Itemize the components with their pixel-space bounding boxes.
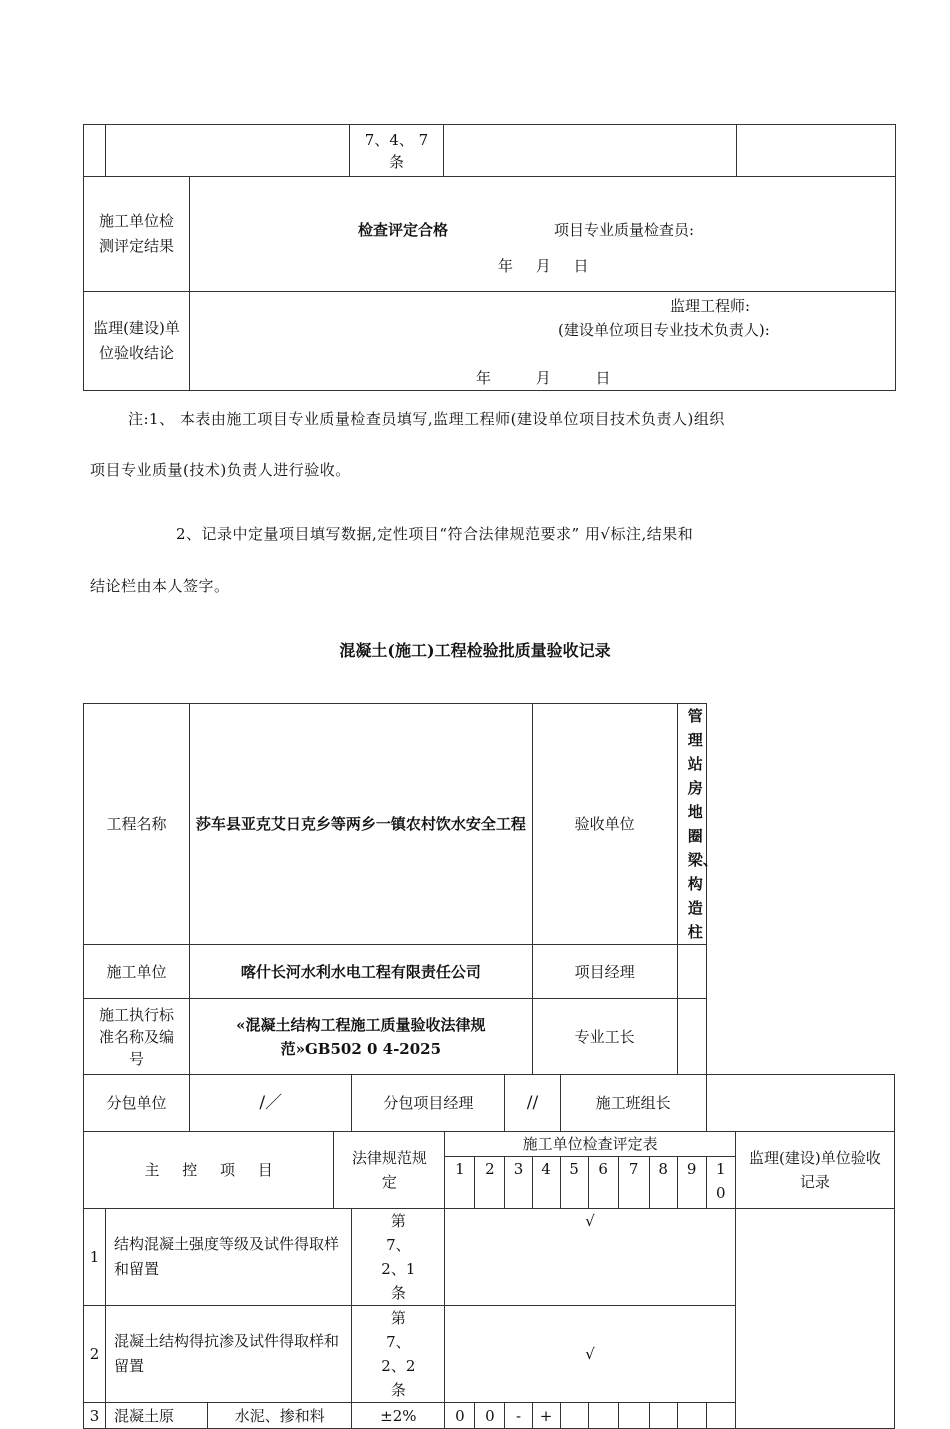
column-8-header: 8 (649, 1157, 677, 1209)
contractor: 喀什长河水利水电工程有限责任公司 (190, 945, 532, 999)
value-cell: + (532, 1403, 560, 1429)
column-5-header: 5 (560, 1157, 588, 1209)
value-cell (706, 1403, 735, 1429)
value-cell (588, 1403, 618, 1429)
foreman-label: 专业工长 (532, 999, 677, 1075)
column-2-header: 2 (475, 1157, 505, 1209)
standard-label: 施工执行标准名称及编号 (84, 999, 190, 1075)
supervision-engineer: 监理工程师: (670, 297, 751, 315)
sub-pm: // (505, 1075, 560, 1132)
project-name-label: 工程名称 (84, 704, 190, 945)
project-manager-label: 项目经理 (532, 945, 677, 999)
row-number: 3 (84, 1403, 106, 1429)
supervision-conclusion-cell (190, 292, 896, 391)
supervision-cell (737, 125, 896, 177)
team-leader (706, 1075, 894, 1132)
subcontractor: /／ (190, 1075, 352, 1132)
row-number: 1 (84, 1209, 106, 1306)
contractor-label: 施工单位 (84, 945, 190, 999)
supervision-date: 年 月 日 (476, 369, 611, 387)
self-eval-header: 施工单位检查评定表 (445, 1132, 735, 1157)
value-cell (560, 1403, 588, 1429)
row-item: 混凝土结构得抗渗及试件得取样和留置 (106, 1306, 352, 1403)
value-cell: 0 (475, 1403, 505, 1429)
self-check-inspector: 项目专业质量检查员: (554, 221, 695, 239)
row-number: 2 (84, 1306, 106, 1403)
column-9-header: 9 (677, 1157, 706, 1209)
value-cell (649, 1403, 677, 1429)
value-cell (677, 1403, 706, 1429)
column-10-header: 10 (706, 1157, 735, 1209)
spec-cell: 7、4、 7 条 (350, 125, 444, 177)
row-check-mark: √ (445, 1209, 735, 1306)
column-7-header: 7 (618, 1157, 649, 1209)
row-item: 混凝土原 (106, 1403, 208, 1429)
column-1-header: 1 (445, 1157, 475, 1209)
main-items-header: 主 控 项 目 (84, 1132, 334, 1209)
project-manager (677, 945, 706, 999)
self-check-result-cell (190, 177, 896, 292)
value-cell: - (505, 1403, 532, 1429)
evaluation-cell (444, 125, 737, 177)
continued-table (83, 124, 896, 391)
value-cell (618, 1403, 649, 1429)
standard: «混凝土结构工程施工质量验收法律规范»GB502 0 4-2025 (190, 999, 532, 1075)
project-name: 莎车县亚克艾日克乡等两乡一镇农村饮水安全工程 (190, 704, 532, 945)
note-1-line-2: 项目专业质量(技术)负责人进行验收。 (90, 461, 351, 479)
supervision-owner: (建设单位项目专业技术负责人): (558, 321, 770, 339)
supervision-label: 监理(建设)单位验收结论 (84, 292, 190, 391)
item-cell (106, 125, 350, 177)
acceptance-unit-label: 验收单位 (532, 704, 677, 945)
row-item: 结构混凝土强度等级及试件得取样和留置 (106, 1209, 352, 1306)
acceptance-unit: 管理站房地圈梁、构造柱 (677, 704, 706, 945)
subcontractor-label: 分包单位 (84, 1075, 190, 1132)
row-spec: ±2% (352, 1403, 445, 1429)
column-6-header: 6 (588, 1157, 618, 1209)
row-spec: 第 7、2、2 条 (352, 1306, 445, 1403)
inspection-table (83, 703, 895, 1429)
row-sub-item: 水泥、掺和料 (208, 1403, 352, 1429)
row-spec: 第 7、2、1 条 (352, 1209, 445, 1306)
team-leader-label: 施工班组长 (560, 1075, 706, 1132)
spec-header: 法律规范规定 (334, 1132, 445, 1209)
self-check-date: 年 月 日 (498, 257, 589, 275)
supervision-record-header: 监理(建设)单位验收记录 (735, 1132, 894, 1209)
column-3-header: 3 (505, 1157, 532, 1209)
note-2-line-2: 结论栏由本人签字。 (90, 577, 230, 595)
value-cell: 0 (445, 1403, 475, 1429)
self-check-result: 检查评定合格 (358, 221, 449, 239)
foreman (677, 999, 706, 1075)
row-check-mark: √ (445, 1306, 735, 1403)
row-number-cell (84, 125, 106, 177)
note-2-line-1: 2、记录中定量项目填写数据,定性项目“符合法律规范要求” 用√标注,结果和 (176, 525, 694, 543)
self-check-label: 施工单位检测评定结果 (84, 177, 190, 292)
page-title: 混凝土(施工)工程检验批质量验收记录 (339, 641, 611, 660)
note-1-line-1: 注:1、 本表由施工项目专业质量检查员填写,监理工程师(建设单位项目技术负责人)组织 (128, 410, 725, 428)
supervision-record (735, 1209, 894, 1429)
column-4-header: 4 (532, 1157, 560, 1209)
sub-pm-label: 分包项目经理 (352, 1075, 505, 1132)
